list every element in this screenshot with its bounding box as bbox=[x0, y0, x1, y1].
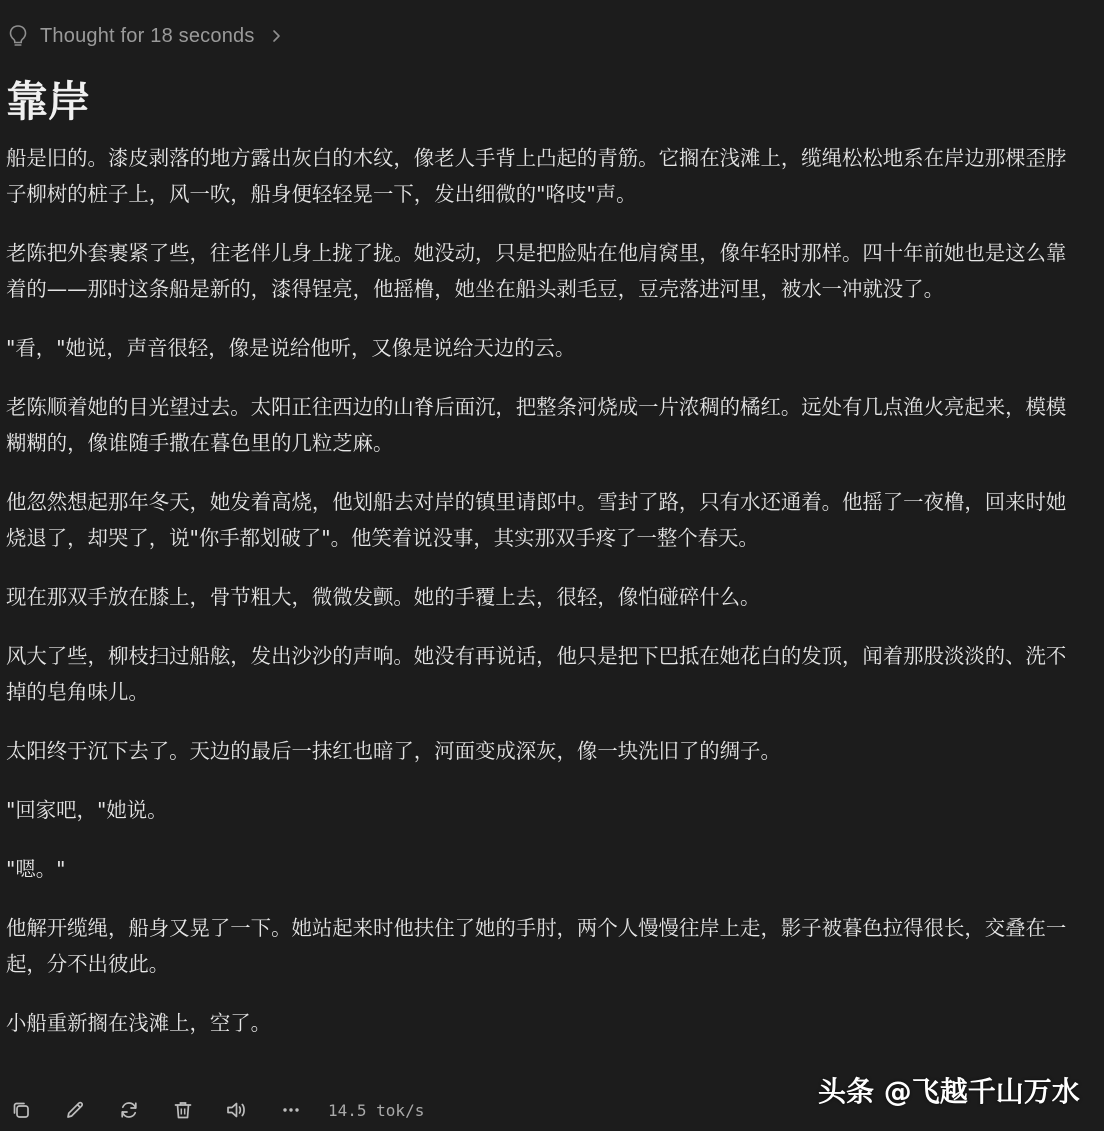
watermark: 头条 @飞越千山万水 bbox=[818, 1075, 1080, 1108]
story-paragraph: 现在那双手放在膝上，骨节粗大，微微发颤。她的手覆上去，很轻，像怕碰碎什么。 bbox=[6, 585, 761, 609]
thought-toggle[interactable] bbox=[6, 22, 285, 50]
trash-icon bbox=[172, 1099, 194, 1121]
message-toolbar bbox=[4, 1094, 424, 1126]
refresh-icon bbox=[118, 1099, 140, 1121]
speaker-icon bbox=[225, 1099, 249, 1121]
delete-button[interactable] bbox=[166, 1094, 200, 1126]
pencil-icon bbox=[64, 1099, 86, 1121]
story-paragraph: 他解开缆绳，船身又晃了一下。她站起来时他扶住了她的手肘，两个人慢慢往岸上走，影子被暮色拉得很长，交叠在一起，分不出彼此。 bbox=[6, 916, 1067, 976]
edit-button[interactable] bbox=[58, 1094, 92, 1126]
story-paragraph: "回家吧，"她说。 bbox=[6, 798, 168, 822]
copy-icon bbox=[10, 1099, 32, 1121]
story-paragraph: 他忽然想起那年冬天，她发着高烧，他划船去对岸的镇里请郎中。雪封了路，只有水还通着。他摇了一夜橹，回来时她烧退了，却哭了，说"你手都划破了"。他笑着说没事，其实那双手疼了一整个春天。 bbox=[6, 490, 1067, 550]
story-paragraph: 老陈把外套裹紧了些，往老伴儿身上拢了拢。她没动，只是把脸贴在他肩窝里，像年轻时那样。四十年前她也是这么靠着的——那时这条船是新的，漆得锃亮，他摇橹，她坐在船头剥毛豆，豆壳落进河里，被水一冲就没了。 bbox=[6, 241, 1067, 301]
story-paragraph: "嗯。" bbox=[6, 857, 66, 881]
story-paragraph: 太阳终于沉下去了。天边的最后一抹红也暗了，河面变成深灰，像一块洗旧了的绸子。 bbox=[6, 739, 781, 763]
thought-label: Thought for 18 seconds bbox=[40, 24, 255, 47]
more-button[interactable] bbox=[274, 1094, 308, 1126]
token-speed: 14.5 tok/s bbox=[328, 1100, 425, 1120]
story-body bbox=[6, 140, 1076, 1064]
story-paragraph: "看，"她说，声音很轻，像是说给他听，又像是说给天边的云。 bbox=[6, 336, 576, 360]
regenerate-button[interactable] bbox=[112, 1094, 146, 1126]
story-paragraph: 风大了些，柳枝扫过船舷，发出沙沙的声响。她没有再说话，他只是把下巴抵在她花白的发顶，闻着那股淡淡的、洗不掉的皂角味儿。 bbox=[6, 644, 1067, 704]
lightbulb-icon bbox=[6, 22, 30, 50]
copy-button[interactable] bbox=[4, 1094, 38, 1126]
ellipsis-icon bbox=[280, 1099, 302, 1121]
story-title: 靠岸 bbox=[6, 77, 91, 126]
story-paragraph: 小船重新搁在浅滩上，空了。 bbox=[6, 1011, 272, 1035]
story-paragraph: 船是旧的。漆皮剥落的地方露出灰白的木纹，像老人手背上凸起的青筋。它搁在浅滩上，缆绳松松地系在岸边那棵歪脖子柳树的桩子上，风一吹，船身便轻轻晃一下，发出细微的"咯吱"声。 bbox=[6, 146, 1067, 206]
read-aloud-button[interactable] bbox=[220, 1094, 254, 1126]
chevron-right-icon bbox=[271, 22, 285, 50]
story-paragraph: 老陈顺着她的目光望过去。太阳正往西边的山脊后面沉，把整条河烧成一片浓稠的橘红。远处有几点渔火亮起来，模模糊糊的，像谁随手撒在暮色里的几粒芝麻。 bbox=[6, 395, 1067, 455]
